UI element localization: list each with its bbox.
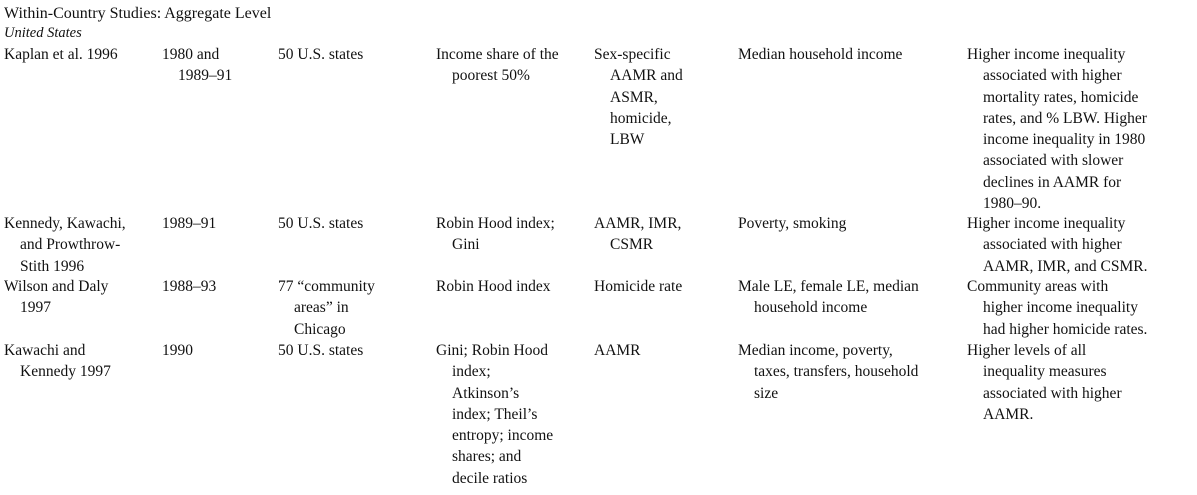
cell-line: mortality rates, homicide [983,88,1139,106]
section-title: Within-Country Studies: Aggregate Level [4,5,272,22]
cell-line: 1990 [162,342,193,359]
cell-controls [738,213,846,234]
cell-line: and Prowthrow- [20,236,121,254]
cell-line: AAMR. [983,405,1034,423]
cell-line: Poverty, smoking [738,215,847,232]
cell-line: 1988–93 [162,278,217,295]
cell-line: AAMR, IMR, [594,215,682,232]
cell-line: Median household income [738,46,903,63]
cell-line: Kaplan et al. 1996 [4,46,118,63]
cell-line: declines in AAMR for [983,173,1122,191]
cell-line: Wilson and Daly [4,278,109,295]
cell-line: Kennedy, Kawachi, [4,215,126,232]
cell-findings [967,44,1147,214]
cell-sample [278,44,363,65]
cell-line: Higher income inequality [967,46,1126,63]
cell-line: Community areas with [967,278,1109,295]
cell-findings [967,276,1147,340]
cell-study [4,213,126,277]
cell-controls [738,340,918,404]
cell-line: poorest 50% [452,67,530,85]
cell-years [162,213,216,234]
cell-inequality-measure [436,213,555,256]
cell-controls [738,276,919,319]
cell-line: Homicide rate [594,278,683,295]
cell-sample [278,213,363,234]
cell-line: ASMR, [610,88,658,106]
cell-line: Higher income inequality [967,215,1126,232]
cell-line: 77 “community [278,278,375,295]
cell-outcome [594,44,683,150]
cell-line: rates, and % LBW. Higher [983,109,1147,127]
cell-line: CSMR [610,236,654,254]
cell-line: associated with higher [983,236,1122,254]
cell-line: areas” in [294,299,349,317]
cell-line: index; Theil’s [452,405,538,423]
cell-controls [738,44,902,65]
cell-line: size [754,384,779,402]
cell-line: Robin Hood index [436,278,551,295]
cell-line: 1997 [20,299,51,317]
cell-line: Atkinson’s [452,384,520,402]
subtitle: United States [4,25,82,41]
cell-years [162,340,193,361]
cell-line: Male LE, female LE, median [738,278,919,295]
cell-study [4,340,111,383]
cell-years [162,276,216,297]
cell-line: Kawachi and [4,342,86,359]
cell-line: 1989–91 [162,215,217,232]
cell-study [4,44,118,65]
cell-line: taxes, transfers, household [754,363,919,381]
cell-line: associated with higher [983,67,1122,85]
cell-line: Sex-specific [594,46,671,63]
cell-findings [967,213,1148,277]
cell-sample [278,340,363,361]
cell-line: AAMR, IMR, and CSMR. [983,257,1148,275]
cell-line: 1989–91 [178,67,233,85]
cell-outcome [594,340,641,361]
cell-line: 50 U.S. states [278,46,364,63]
cell-years [162,44,232,87]
cell-line: entropy; income [452,427,554,445]
cell-line: 50 U.S. states [278,215,364,232]
cell-line: associated with slower [983,152,1124,170]
cell-outcome [594,276,682,297]
cell-line: homicide, [610,109,672,127]
cell-line: index; [452,363,491,381]
cell-line: Gini; Robin Hood [436,342,548,359]
cell-line: Robin Hood index; [436,215,555,232]
cell-line: Income share of the [436,46,559,63]
cell-line: Chicago [294,320,346,338]
cell-line: associated with higher [983,384,1122,402]
cell-inequality-measure [436,276,551,297]
cell-line: Stith 1996 [20,257,85,275]
cell-line: had higher homicide rates. [983,320,1148,338]
cell-line: LBW [610,131,645,149]
cell-line: Median income, poverty, [738,342,893,359]
cell-line: 50 U.S. states [278,342,364,359]
cell-line: 1980–90. [983,195,1042,213]
cell-line: 1980 and [162,46,220,63]
cell-line: decile ratios [452,469,528,487]
cell-inequality-measure [436,44,559,87]
cell-line: AAMR and [610,67,683,85]
cell-line: inequality measures [983,363,1107,381]
cell-outcome [594,213,681,256]
cell-line: household income [754,299,868,317]
cell-line: shares; and [452,448,522,466]
cell-line: higher income inequality [983,299,1138,317]
cell-inequality-measure [436,340,553,489]
cell-line: income inequality in 1980 [983,131,1146,149]
cell-line: Higher levels of all [967,342,1087,359]
cell-line: Gini [452,236,480,254]
cell-line: AAMR [594,342,641,359]
cell-findings [967,340,1122,425]
cell-line: Kennedy 1997 [20,363,111,381]
cell-sample [278,276,375,340]
cell-study [4,276,108,319]
